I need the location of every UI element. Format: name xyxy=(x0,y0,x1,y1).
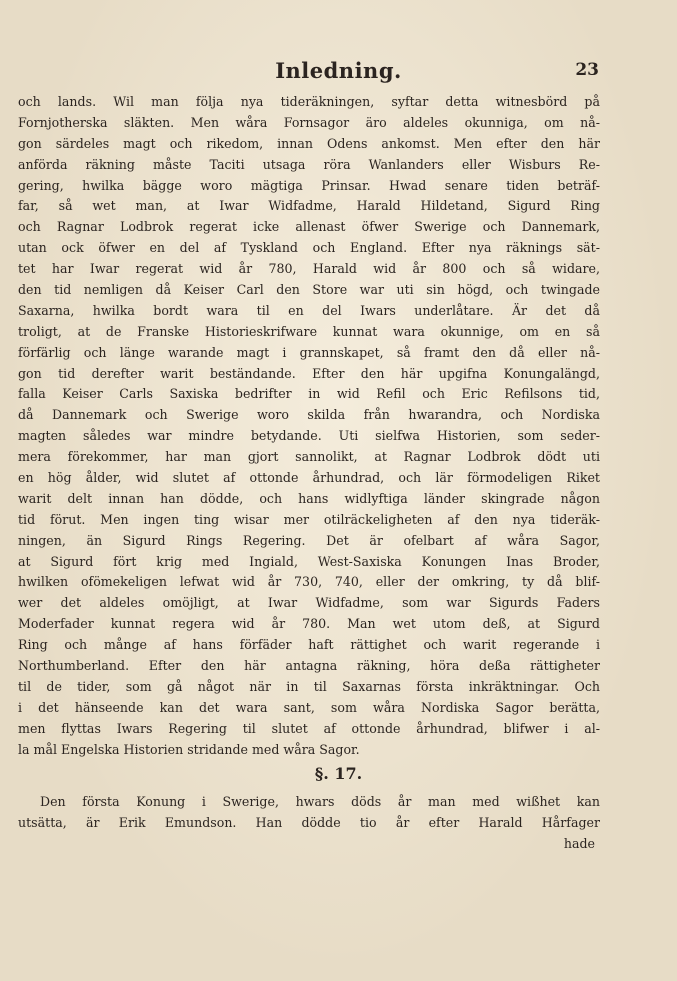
text-line: at Sigurd fört krig med Ingiald, West-Saxiska Konungen Inas Broder, xyxy=(18,553,600,569)
text-line: gon särdeles magt och rikedom, innan Odens ankomst. Men efter den här xyxy=(18,135,600,151)
text-line: gering, hwilka bägge woro mägtiga Prinsar. Hwad senare tiden beträf- xyxy=(18,177,600,193)
text-line: Northumberland. Efter den här antagna räkning, höra deßa rättigheter xyxy=(18,658,600,674)
text-line: utsätta, är Erik Emundson. Han dödde tio år efter Harald Hårfager xyxy=(18,814,600,830)
text-line: wer det aldeles omöjligt, at Iwar Widfadme, som war Sigurds Faders xyxy=(18,595,600,611)
text-line: tid förut. Men ingen ting wisar mer otilräckeligheten af den nya tideräk- xyxy=(18,511,600,527)
text-line: mera förekommer, har man gjort sannolikt, at Ragnar Lodbrok dödt uti xyxy=(18,449,600,465)
catchword: hade xyxy=(563,836,595,851)
text-line: falla Keiser Carls Saxiska bedrifter in wid Refil och Eric Refilsons tid, xyxy=(18,386,600,402)
text-line: förfärlig och länge warande magt i grannskapet, så framt den då eller nå- xyxy=(18,344,600,360)
text-line: hwilken ofömekeligen lefwat wid år 730, 740, eller der omkring, ty då blif- xyxy=(18,574,600,590)
text-line: Ring och månge af hans förfäder haft rättighet och warit regerande i xyxy=(18,637,600,653)
text-line: la mål Engelska Historien stridande med wåra Sagor. xyxy=(18,741,360,757)
section-heading: §. 17. xyxy=(314,764,363,783)
text-line: Fornjotherska släkten. Men wåra Fornsagor äro aldeles okunniga, om nå- xyxy=(18,114,600,130)
text-line: då Dannemark och Swerige woro skilda från hwarandra, och Nordiska xyxy=(18,407,600,423)
text-line: magten således war mindre betydande. Uti sielfwa Historien, som seder- xyxy=(18,428,600,444)
running-head xyxy=(0,58,677,84)
text-line: och lands. Wil man följa nya tideräkningen, syftar detta witnesbörd på xyxy=(18,94,600,109)
body-paragraph xyxy=(18,92,600,761)
text-line: och Ragnar Lodbrok regerat icke allenast öfwer Swerige och Dannemark, xyxy=(18,219,600,235)
page-number: 23 xyxy=(575,60,599,80)
text-line: i det hänseende kan det wara sant, som wåra Nordiska Sagor berätta, xyxy=(18,699,600,715)
text-line: gon tid derefter warit beständande. Efter den här upgifna Konungalängd, xyxy=(18,365,600,381)
text-line: Moderfader kunnat regera wid år 780. Man wet utom deß, at Sigurd xyxy=(18,616,600,632)
text-line: den tid nemligen då Keiser Carl den Store war uti sin högd, och twingade xyxy=(18,282,600,298)
text-line: tet har Iwar regerat wid år 780, Harald wid år 800 och så widare, xyxy=(18,261,600,277)
text-line: men flyttas Iwars Regering til slutet af ottonde århundrad, blifwer i al- xyxy=(18,720,600,736)
text-line: en hög ålder, wid slutet af ottonde århundrad, och lär förmodeligen Riket xyxy=(18,470,600,486)
running-title: Inledning. xyxy=(275,58,402,83)
text-line: Den första Konung i Swerige, hwars döds år man med wißhet kan xyxy=(40,794,600,809)
text-line: utan ock öfwer en del af Tyskland och England. Efter nya räknings sät- xyxy=(18,240,600,256)
text-line: troligt, at de Franske Historieskrifware kunnat wara okunnige, om en så xyxy=(18,323,600,339)
section-paragraph xyxy=(18,792,600,834)
text-line: anförda räkning måste Taciti utsaga röra Wanlanders eller Wisburs Re- xyxy=(18,156,600,172)
text-line: til de tider, som gå något när in til Saxarnas första inkräktningar. Och xyxy=(18,678,600,694)
text-line: ningen, än Sigurd Rings Regering. Det är ofelbart af wåra Sagor, xyxy=(18,532,600,548)
text-line: warit delt innan han dödde, och hans widlyftiga länder skingrade någon xyxy=(18,490,600,506)
text-line: far, så wet man, at Iwar Widfadme, Harald Hildetand, Sigurd Ring xyxy=(18,198,600,214)
text-line: Saxarna, hwilka bordt wara til en del Iwars underlåtare. Är det då xyxy=(18,302,600,318)
